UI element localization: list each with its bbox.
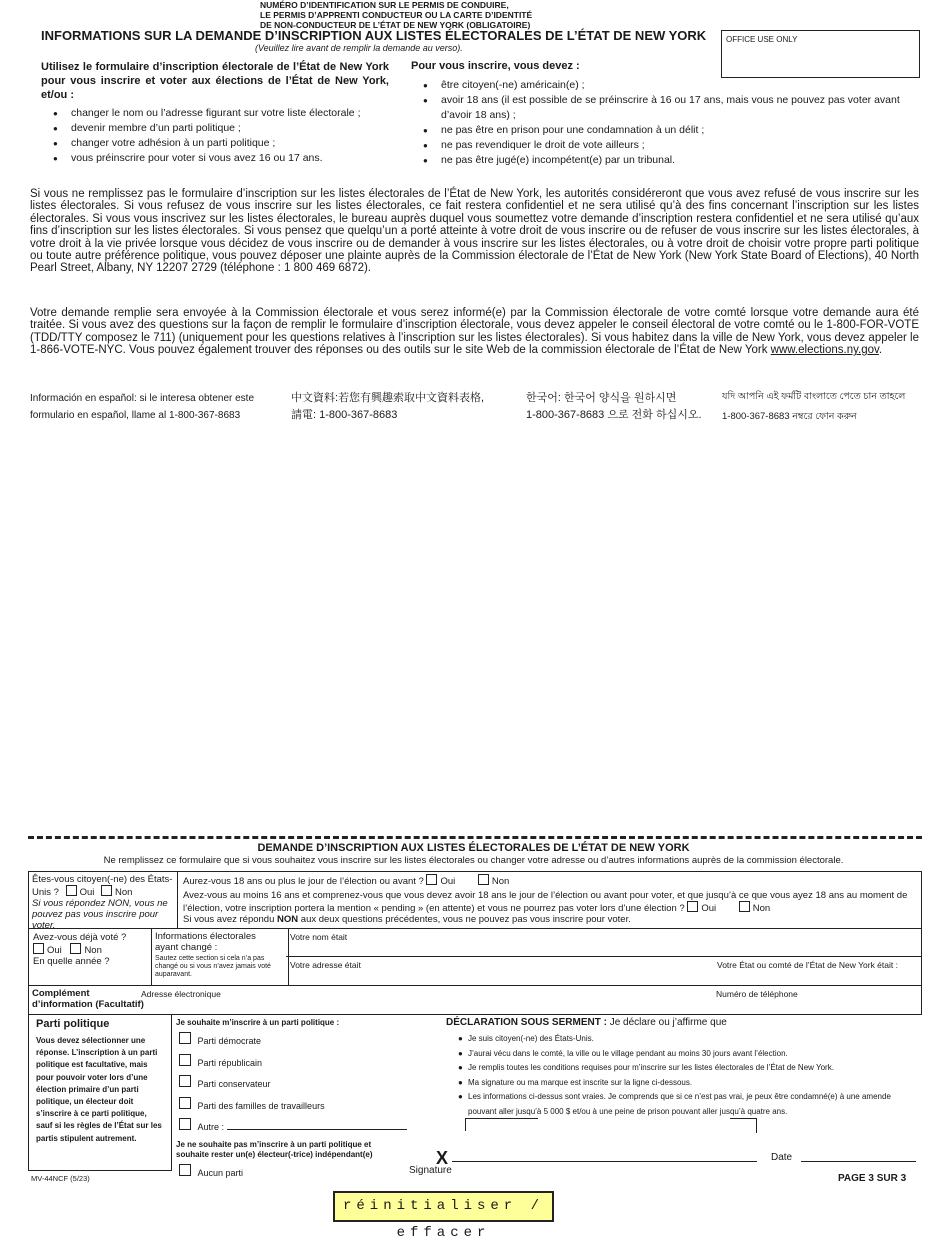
additional-info-section: Complément d’information (Facultatif) Adresse électronique Numéro de téléphone [28, 985, 922, 1015]
date-field[interactable] [801, 1161, 916, 1162]
list-item: ● changer le nom ou l’adresse figurant sur votre liste électorale ; [41, 106, 381, 121]
list-item: ● changer votre adhésion à un parti politique ; [41, 136, 381, 151]
form-subtitle: Ne remplissez ce formulaire que si vous souhaitez vous inscrire sur les listes électorales ou changer votre adresse ou d’autres informations auprès de la commission électorale. [103, 855, 844, 866]
age16-no-checkbox[interactable] [739, 901, 750, 912]
list-item: ● Je remplis toutes les conditions requises pour m’inscrire sur les listes électorales de l’État de New York. [446, 1061, 916, 1076]
citizen-yes-checkbox[interactable] [66, 885, 77, 896]
cut-line [28, 836, 922, 839]
working-families-checkbox[interactable] [179, 1097, 191, 1109]
email-field[interactable]: Adresse électronique [141, 989, 221, 999]
party-options: Parti démocrate Parti républicain Parti conservateur Parti des familles de travailleurs Autre : [179, 1032, 407, 1140]
requirements-list [411, 78, 921, 168]
age16-yes-checkbox[interactable] [687, 901, 698, 912]
website-link[interactable]: www.elections.ny.gov [770, 344, 879, 357]
list-item: ● ne pas revendiquer le droit de vote ailleurs ; [411, 138, 921, 153]
citizen-no-checkbox[interactable] [101, 885, 112, 896]
bengali-info: যদি আপনি এই ফর্মটি বাংলাতে পেতে চান তাহলে 1-800-367-8683 নম্বরে ফোন করুন [722, 391, 906, 422]
page-title: INFORMATIONS SUR LA DEMANDE D’INSCRIPTION AUX LISTES ÉLECTORALES DE L’ÉTAT DE NEW YORK [41, 28, 707, 43]
page-number: PAGE 3 SUR 3 [838, 1173, 907, 1184]
uses-list [41, 106, 381, 166]
office-use-box: OFFICE USE ONLY [721, 30, 920, 78]
intro-text: Utilisez le formulaire d’inscription électorale de l’État de New York pour vous inscrire et voter aux élections de l’État de New York, et/ou : [41, 61, 389, 101]
list-item: ● avoir 18 ans (il est possible de se préinscrire à 16 ou 17 ans, mais vous ne pouvez pas voter avant d’avoir 18 ans) ; [411, 93, 921, 123]
list-item: ● Je suis citoyen(-ne) des États-Unis. [446, 1032, 916, 1047]
license-id-label: NUMÉRO D’IDENTIFICATION SUR LE PERMIS DE CONDUIRE, LE PERMIS D’APPRENTI CONDUCTEUR OU LA CARTE D’IDENTITÉ DE NON-CONDUCTEUR DE L’ÉTAT DE NEW YORK (OBLIGATOIRE) [260, 0, 533, 30]
chinese-info: 中文資料:若您有興趣索取中文資料表格, 請電: 1-800-367-8683 [291, 392, 485, 421]
voted-before-section: Avez-vous déjà voté ? Oui Non En quelle année ? [28, 928, 152, 986]
requirements-heading: Pour vous inscrire, vous devez : [411, 60, 580, 72]
no-party-checkbox[interactable] [179, 1164, 191, 1176]
oath-heading: DÉCLARATION SOUS SERMENT : Je déclare ou j’affirme que [446, 1017, 727, 1028]
processing-paragraph: Votre demande remplie sera envoyée à la Commission électorale et vous serez informé(e) par la Commission électorale de votre comté lorsque votre demande aura été traitée. Si vous avez des questions sur la façon de remplir le formulaire d’inscription électorale, vous devez appeler le conseil électoral de votre comté ou le 1-800-FOR-VOTE (TDD/TTY composez le 711) (uniquement pour les questions relatives à l’inscription sur les listes électorales). Si vous habitez dans la ville de New York, vous devez appeler le 1-866-VOTE-NYC. Vous pouvez également trouver des réponses ou des outils sur le site Web de la commission électorale de l’État de New York www.elections.ny.gov. [30, 307, 919, 357]
list-item: ● ne pas être jugé(e) incompétent(e) par un tribunal. [411, 153, 921, 168]
reset-button[interactable]: réinitialiser / effacer [333, 1191, 554, 1222]
list-item: ● être citoyen(-ne) américain(e) ; [411, 78, 921, 93]
other-party-field[interactable] [227, 1129, 407, 1130]
conservative-checkbox[interactable] [179, 1075, 191, 1087]
previous-name-field[interactable] [286, 956, 922, 957]
confidentiality-paragraph: Si vous ne remplissez pas le formulaire d’inscription sur les listes électorales de l’État de New York, les autorités considéreront que vous avez refusé de vous inscrire sur les listes électorales. Si vous refusez de vous inscrire sur les listes électorales, ce fait restera confidentiel et ne sera utilisé qu’à des fins concernant l’inscription sur les listes électorales. Si vous vous inscrivez sur les listes électorales, le bureau auprès duquel vous soumettez votre demande d’inscription restera confidentiel et ne sera utilisé qu’aux fins d’inscription sur les listes électorales. Si vous pensez que quelqu’un a porté atteinte à votre droit de vous inscrire ou de refuser de vous inscrire sur les listes électorales, à votre droit à la vie privée lorsque vous décidez de vous inscrire ou de demander à vous inscrire sur les listes électorales, ou à votre droit de choisir votre propre parti politique ou toute autre préférence politique, vous pouvez déposer une plainte auprès de la Commission électorale de l’État de New York (New York State Board of Elections), 40 North Pearl Street, Albany, NY 12207 2729 (téléphone : 1 800 469 6872). [30, 188, 919, 275]
list-item: ● Ma signature ou ma marque est inscrite sur la ligne ci-dessous. [446, 1076, 916, 1091]
signature-line[interactable] [452, 1161, 757, 1162]
oath-list [446, 1032, 916, 1119]
list-item: ● vous préinscrire pour voter si vous avez 16 ou 17 ans. [41, 151, 381, 166]
voted-no-checkbox[interactable] [70, 943, 81, 954]
age18-no-checkbox[interactable] [478, 874, 489, 885]
party-note-section: Parti politique Vous devez sélectionner une réponse. L’inscription à un parti politique est facultative, mais pour pouvoir voter lors d’une élection primaire d’un parti politique, un électeur doit s’inscrire à ce parti politique, sauf si les règles de l’État sur les partis stipulent autrement. [28, 1014, 172, 1171]
korean-info: 한국어: 한국어 양식을 원하시면 1-800-367-8683 으로 전화 하십시오. [526, 392, 702, 421]
republican-checkbox[interactable] [179, 1054, 191, 1066]
form-title: DEMANDE D’INSCRIPTION AUX LISTES ÉLECTORALES DE L’ÉTAT DE NEW YORK [257, 842, 690, 854]
democrat-checkbox[interactable] [179, 1032, 191, 1044]
spanish-info: Información en español: si le interesa obtener este formulario en español, llame al 1-800-367-8683 [30, 393, 255, 421]
age-section: Aurez-vous 18 ans ou plus le jour de l’élection ou avant ? Oui Non Avez-vous au moins 16 ans et comprenez-vous que vous devez avoir 18 ans le jour de l’élection ou avant pour voter, et que jusqu’à ce que vous ayez 18 ans au moment de l’élection, votre inscription portera la mention « pending » (en attente) et vous ne pourrez pas voter lors d’une élection ? Oui Non Si vous avez répondu NON aux deux questions précédentes, vous ne pouvez pas vous inscrire pour voter. [177, 871, 922, 929]
form-code: MV-44NCF (5/23) [31, 1174, 90, 1183]
voted-yes-checkbox[interactable] [33, 943, 44, 954]
list-item: ● J’aurai vécu dans le comté, la ville ou le village pendant au moins 30 jours avant l’élection. [446, 1047, 916, 1062]
changed-info-section: Informations électorales ayant changé : Sautez cette section si cela n’a pas changé ou si vous n’avez jamais voté auparavant. Votre nom était Votre adresse était Votre État ou comté de l’État de New York était : [151, 928, 922, 986]
other-party-checkbox[interactable] [179, 1118, 191, 1130]
list-item: ● devenir membre d’un parti politique ; [41, 121, 381, 136]
page-subtitle: (Veuillez lire avant de remplir la demande au verso). [255, 43, 463, 53]
phone-field[interactable]: Numéro de téléphone [716, 989, 798, 999]
no-party-option: Aucun parti [179, 1164, 243, 1178]
list-item: ● Les informations ci-dessus sont vraies. Je comprends que si ce n’est pas vrai, je peux être condamné(e) à une amende pouvant aller jusqu’à 5 000 $ et/ou à une peine de prison pouvant aller jusqu’à quatre ans. [446, 1090, 916, 1119]
age18-yes-checkbox[interactable] [426, 874, 437, 885]
list-item: ● ne pas être en prison pour une condamnation à un délit ; [411, 123, 921, 138]
citizen-section: Êtes-vous citoyen(-ne) des États-Unis ? Oui Non Si vous répondez NON, vous ne pouvez pas vous inscrire pour voter. [28, 871, 178, 929]
